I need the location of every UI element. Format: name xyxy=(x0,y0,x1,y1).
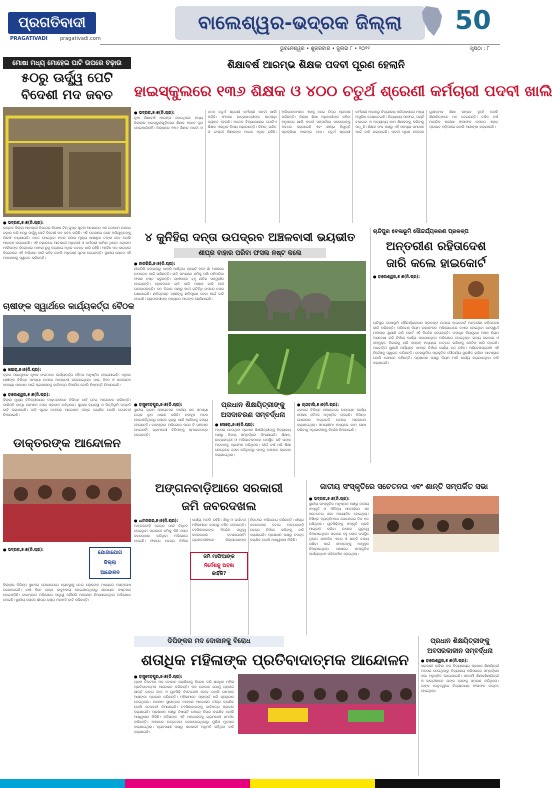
doctor-protest-story xyxy=(3,392,131,542)
farmer-meeting-story xyxy=(3,300,135,390)
elephant-body-text: ନୀଳଗିରି ଜଙ୍ଗଲରୁ ବାହାରି ଆସିଥିବା ଚାରୋଟି ହାତୀ ଗାଁ ଅଞ୍ଚଳରେ ଉପଦ୍ରବ ଜାରି ରଖିଛନ୍ତି। ରାତି ସମୟରେ ଜମିକୁ ପଶି ପନିପରିବା ଫସଲ ନଷ୍ଟ କରୁଛନ୍ତି। ଚାଷୀମାନେ ବହୁ କ୍ଷତିର ସମ୍ମୁଖୀନ ହୋଇଛନ୍ତି। ଲୋକମାନେ ରାତି ଜାଗି ମଶାଲ ଜାଳି ହାତୀ ଘଉଡ଼ାଉଛନ୍ତି। ବନ ବିଭାଗ ପକ୍ଷରୁ ହାତୀ ଗତିବିଧି ଉପରେ ନଜର ରଖାଯାଇଛି। କ୍ଷତିଗ୍ରସ୍ତ ଚାଷୀଙ୍କୁ କ୍ଷତିପୂରଣ ଦେବା ପାଇଁ ଦାବି ହୋଇଛି। ଗ୍ରାମବାସୀଙ୍କ ମଧ୍ୟରେ ଆତଙ୍କ ଖେଳିଯାଇଛି। xyxy=(134,267,224,301)
retirement-body-text: ସରକାରୀ ବାଳିକା ଉଚ୍ଚ ବିଦ୍ୟାଳୟର ପ୍ରଧାନ ଶିକ୍ଷୟିତ୍ରୀ ଅବସର ନେଇଥିବାରୁ ବିଦ୍ୟାଳୟ ପରିସରରେ ସମ୍ବର୍ଦ୍ଧନା ସଭା ଅନୁଷ୍ଠିତ ହୋଇଯାଇଛି। ସହକର୍ମୀ ଶିକ୍ଷକଶିକ୍ଷୟିତ୍ରୀ ଓ ଛାତ୍ରୀମାନେ ତାଙ୍କ ସେବାକୁ ସ୍ମରଣ କରିଥିଲେ। ତାଙ୍କ ନେତୃତ୍ୱରେ ବିଦ୍ୟାଳୟର ଫଳାଫଳ ଉନ୍ନତ ହୋଇଥିଲା। xyxy=(421,664,499,693)
elephant-body-left xyxy=(134,261,224,398)
highcourt-story xyxy=(370,228,498,463)
culture-dateline: ● ଭଦ୍ରକ,୭।୭(ନି.ପ୍ର): xyxy=(309,496,350,501)
lead-kicker: ଶିକ୍ଷାବର୍ଷ ଆରମ୍ଭ ଶିକ୍ଷକ ପଦବୀ ପୂରଣ ହେଲାନି xyxy=(227,60,405,71)
culture-meeting-photo xyxy=(373,496,499,552)
story-body-text: ଜିଲ୍ଲା ମୁଖ୍ୟ ଚିକିତ୍ସାଳୟର ଡାକ୍ତରମାନେ ବିଭିନ୍ନ ଦାବି ନେଇ ଆନ୍ଦୋଳନ କରିଛନ୍ତି। କାଳିପଟି ବାନ୍ଧି ସେମାନେ ସେବା ପ୍ରଦାନ କରିଥିଲେ। ସୁରକ୍ଷା ବ୍ୟବସ୍ଥା ଓ ଭିତ୍ତିଭୂମି ଉନ୍ନତି ଦାବି କରାଯାଇଛି। ଦାବି ପୂରଣ ନହେଲେ ଆନ୍ଦୋଳନ ତୀବ୍ର କରାଯିବ ବୋଲି ଚେତାବନୀ ଦିଆଯାଇଛି। xyxy=(3,398,131,417)
story-dateline: ● ଖଇରା,୭।୭(ନି.ପ୍ର): xyxy=(3,367,42,372)
water-body-text: ସ୍ଥାନୀୟ ଗ୍ରାମ ପଞ୍ଚାୟତରେ ପାନୀୟ ଜଳ ସମସ୍ୟା ଉଗ୍ର ରୂପ ଧାରଣ କରିଛି। ନଳକୂପ ଅଚଳ ହୋଇପଡ଼ିଥିବାରୁ ଲୋକେ ଦୂରରୁ ପାଣି ଆଣିବାକୁ ବାଧ୍ୟ ହେଉଛନ୍ତି। ବାରମ୍ବାର ଅଭିଯୋଗ ପରେ ବି ସମାଧାନ ହୋଇନାହିଁ। ଗ୍ରାମବାସୀ ବିଡିଓଙ୍କୁ ସ୍ମାରକପତ୍ର ଦେଇଛନ୍ତି। xyxy=(134,408,208,437)
retirement-headline-2: ଅବସରକାଳୀନ ସମ୍ବର୍ଦ୍ଧନା xyxy=(427,647,493,655)
anganwadi-body-text: ଅଙ୍ଗନବାଡ଼ି କେନ୍ଦ୍ର ପାଇଁ ଚିହ୍ନଟ ହୋଇଥିବା ସରକାରୀ ଜମିକୁ କିଛି ଲୋକ ଜବରଦଖଲ କରିଥିବା ଅଭିଯୋଗ ହୋଇଛି। ଫଳରେ କେନ୍ଦ୍ର ନିର୍ମାଣ କାର୍ଯ୍ୟ ଅଟକି ରହିଛି। ଶିଶୁ ଓ ଗର୍ଭବତୀ ମହିଳାମାନେ ସେବାରୁ ବଞ୍ଚିତ ହେଉଛନ୍ତି। ତହସିଲଦାରଙ୍କ ନିର୍ଦ୍ଦେଶ ସତ୍ତ୍ୱେ ଜବରଦଖଲ ହଟାଯାଇନାହିଁ। ଗ୍ରାମବାସୀମାନେ ଜିଲ୍ଲାପାଳଙ୍କ ନିକଟରେ ଅଭିଯୋଗ କରିଛନ୍ତି। ଶୀଘ୍ର ଜବରଦଖଲ ହଟାଇ ଅଙ୍ଗନବାଡ଼ି କେନ୍ଦ୍ର ନିର୍ମାଣ କରିବାକୁ ଦାବି କରାଯାଇଛି। ପ୍ରଶାସନ ପକ୍ଷରୁ ତଦନ୍ତ କରାଯିବ ବୋଲି ଆଶ୍ୱାସନା ମିଳିଛି। xyxy=(134,518,304,543)
story-headline-1: ୫୦ରୁ ଊର୍ଦ୍ଧ୍ୱ ପେଟି xyxy=(21,71,113,86)
yog-box-line-2: ଜିଲ୍ଲା xyxy=(103,560,117,566)
story-headline-2: ବିଦେଶୀ ମଦ ଜବତ xyxy=(21,88,113,103)
lead-body xyxy=(134,110,498,223)
highcourt-person-photo xyxy=(453,274,499,319)
elephant-headline: ୪ କୁନିହିରା ଦନ୍ତା ଉପଦ୍ରବ ଅଞ୍ଚଳବାସୀ ଭୟଭୀତ xyxy=(144,230,356,244)
protest-kicker: ଡିପିଙ୍କର ମଦ ଦୋକାନକୁ ବିରୋଧ xyxy=(134,636,284,647)
doctor-protest-photo xyxy=(3,454,131,542)
story-body xyxy=(3,547,87,581)
date-strip xyxy=(100,44,500,53)
culture-body-text: ସ୍ଥାନୀୟ ସାଂସ୍କୃତିକ ଅନୁଷ୍ଠାନ ପକ୍ଷରୁ ଜାତୀୟ ସଂସ୍କୃତି ଓ ଐତିହ୍ୟ ସମ୍ପର୍କରେ ଏକ ସଚେତନତା ସଭା ଆୟୋଜିତ ହୋଇଥିଲା। ବିଶିଷ୍ଟ ବ୍ୟକ୍ତିମାନେ ଯୋଗଦେଇ ନିଜ ମତ ରଖିଥିଲେ। ଯୁବପିଢ଼ିଙ୍କୁ ସଂସ୍କୃତି ପ୍ରତି ଆଗ୍ରହୀ କରିବା ଉପରେ ଗୁରୁତ୍ୱ ଦିଆଯାଇଥିଲା। ସଭାରେ ବହୁ ଲୋକ ଉପସ୍ଥିତ ଥିଲେ। ସାମାଜିକ ଏକତା ଓ ଶାନ୍ତି ବଜାୟ ରଖିବା ପାଇଁ ସମସ୍ତଙ୍କୁ ଆହ୍ୱାନ ଦିଆଯାଇଥିଲା। ଶେଷରେ ସାଂସ୍କୃତିକ କାର୍ଯ୍ୟକ୍ରମ ପରିବେଷିତ ହୋଇଥିଲା। xyxy=(309,502,369,556)
masthead-edition-title: ବାଲେଶ୍ୱର-ଭଦ୍ରକ ଜିଲ୍ଲା xyxy=(175,6,425,40)
anganwadi-headline-1: ଅଙ୍ଗନବାଡ଼ିଆରେ ସରକାରୀ xyxy=(155,481,283,495)
protest-dateline: ● ବାସୁଦେବପୁର,୭।୭(ନି.ପ୍ର): xyxy=(134,674,183,679)
anganwadi-callout-box xyxy=(190,552,248,580)
headmistress-body-text: ଅବସର ନେଉଥିବା ପ୍ରଧାନ ଶିକ୍ଷୟିତ୍ରୀଙ୍କୁ ବିଦ୍ୟାଳୟ ପକ୍ଷରୁ ବିଦାୟ ସମ୍ବର୍ଦ୍ଧନା ଦିଆଯାଇଛି। ଶିକ୍ଷକ, ଛାତ୍ରଛାତ୍ରୀ ଓ ଅଭିଭାବକମାନେ ଉପସ୍ଥିତ ରହି ତାଙ୍କ ଅବଦାନକୁ ପ୍ରଶଂସା କରିଥିଲେ। ଦୀର୍ଘ ବର୍ଷ ଧରି ଶିକ୍ଷା କ୍ଷେତ୍ରରେ ସେବା କରିଥିବାରୁ ତାଙ୍କୁ ଉପହାର ପ୍ରଦାନ କରାଯାଇଥିଲା। xyxy=(215,428,291,457)
anganwadi-headline-2: ଜମି ଜବରଦଖଲ xyxy=(181,499,257,513)
callout-line-1: ଜମି ମାଫିଆଙ୍କ xyxy=(203,554,235,560)
protest-body-text: ଗ୍ରାମ ନିକଟରେ ମଦ ଦୋକାନ ଖୋଲିବାକୁ ବିରୋଧ କରି ଶତାଧିକ ମହିଳା ପ୍ରତିବାଦାତ୍ମକ ଆନ୍ଦୋଳନ କରିଛନ୍ତି। ମଦ ଦୋକାନ ଯୋଗୁଁ ଗ୍ରାମର ଶାନ୍ତି ଭଙ୍ଗ ହେବ ଓ ଯୁବପିଢ଼ି ବିପଥଗାମୀ ହେବେ ବୋଲି ସେମାନେ ଆଶଙ୍କା ପ୍ରକାଶ କରିଛନ୍ତି। ମହିଳାମାନେ ପ୍ଲାକାର୍ଡ ଧରି ସ୍ଲୋଗାନ ଦେଇଥିଲେ। ଦୋକାନ ସ୍ଥାନାନ୍ତର ନହେଲେ ଆନ୍ଦୋଳନ ତୀବ୍ର କରାଯିବ ବୋଲି ଚେତାବନୀ ଦିଆଯାଇଛି। ତହସିଲଦାରଙ୍କୁ ଦାବିପତ୍ର ପ୍ରଦାନ କରାଯାଇଛି। ପ୍ରଶାସନ ପକ୍ଷରୁ ବିଷୟଟି ଉପରେ ବିଚାର କରାଯିବ ବୋଲି ଆଶ୍ୱାସନା ମିଳିଛି। ମହିଳାଙ୍କ ଏହି ଆନ୍ଦୋଳନକୁ ଗ୍ରାମବାସୀ ସମର୍ଥନ କରିଛନ୍ତି। ଅଞ୍ଚଳରେ ଉତ୍ତେଜନା ଦେଖାଦେଇଥିବାରୁ ପୁଲିସ ମୁତୟନ କରାଯାଇଥିଲା। ବ୍ୟବସାୟୀ ପକ୍ଷରୁ ସରକାରୀ ଅନୁମତି ରହିଥିବା ଦାବି କରାଯାଇଛି। xyxy=(134,680,234,734)
color-swatch-cyan xyxy=(0,779,125,788)
headmistress-body xyxy=(215,422,291,477)
protest-photo xyxy=(238,674,416,734)
lead-story xyxy=(134,58,552,223)
yog-box xyxy=(89,547,131,579)
review-dateline: ● ଚାନ୍ଦବାଲି,୭।୭(ନି.ପ୍ର): xyxy=(297,402,339,407)
lead-body-text: ନୂଆ ଶିକ୍ଷାବର୍ଷ ଆରମ୍ଭ ହୋଇଥିଲେ ମଧ୍ୟ ଜିଲ୍ଲାର ହାଇସ୍କୁଲଗୁଡ଼ିକରେ ଶିକ୍ଷକ ଅଭାବ ଦୂର ହୋଇପାରିନାହିଁ। ଜିଲ୍ଲାରେ ୧୩୬ ଶିକ୍ଷକ ପଦବୀ ଓ ୪୦୦ ଚତୁର୍ଥ ଶ୍ରେଣୀ କର୍ମଚାରୀ ପଦବୀ ଖାଲି ପଡ଼ିଛି। ଫଳରେ ଛାତ୍ରଛାତ୍ରୀଙ୍କ ପାଠପଢ଼ା ବ୍ୟାହତ ହେଉଛି। ଅନେକ ବିଦ୍ୟାଳୟରେ ଗୋଟିଏ ଶିକ୍ଷକ ଏକାଧିକ ବିଷୟ ପଢ଼ାଉଛନ୍ତି। ବିଜ୍ଞାନ, ଗଣିତ ଓ ଇଂରାଜୀ ଶିକ୍ଷକଙ୍କ ଅଭାବ ଅଧିକ ରହିଛି। ଅଭିଭାବକମାନେ ଏହାକୁ ନେଇ ଚିନ୍ତା ପ୍ରକାଶ କରିଛନ୍ତି। ଜିଲ୍ଲା ଶିକ୍ଷା ଅଧିକାରୀଙ୍କ କହିବା ଅନୁସାରେ ଖାଲି ପଦବୀ ସମ୍ପର୍କରେ ସରକାରଙ୍କୁ ଅବଗତ କରାଯାଇଛି ଏବଂ ଶୀଘ୍ର ନିଯୁକ୍ତି ପ୍ରକ୍ରିୟା ଆରମ୍ଭ ହେବ। ଚତୁର୍ଥ ଶ୍ରେଣୀ କର୍ମଚାରୀ ଅଭାବରୁ ବିଦ୍ୟାଳୟ ପରିଚାଳନାରେ ମଧ୍ୟ ଅସୁବିଧା ଦେଖାଦେଇଛି। ବିଦ୍ୟାଳୟ ସଫେଇ, ଘଣ୍ଟି ବଜାଇବା ଓ ଅନ୍ୟାନ୍ୟ କାମ ଶିକ୍ଷକଙ୍କୁ କରିବାକୁ ପଡ଼ୁଛି। ଶିକ୍ଷକ ସଂଘ ପକ୍ଷରୁ ଏହି ସମସ୍ୟା ସମାଧାନ ପାଇଁ ଦାବି କରାଯାଇଛି। ପଦବୀ ପୂରଣ ନହେଲେ ଗୁଣାତ୍ମକ ଶିକ୍ଷା ସମ୍ଭବ ନୁହେଁ ବୋଲି ଶିକ୍ଷାବିତ୍‌ମାନେ ମତ ଦେଇଛନ୍ତି। ଚଳିତ ବର୍ଷ ମାଟ୍ରିକ ପରୀକ୍ଷା ଫଳାଫଳ ଉପରେ ଏହାର ପ୍ରଭାବ ପଡ଼ିପାରେ ବୋଲି ଆଶଙ୍କା କରାଯାଉଛି। xyxy=(134,110,498,134)
color-swatch-magenta xyxy=(125,779,250,788)
retirement-story xyxy=(418,636,498,776)
retirement-body xyxy=(421,658,499,776)
lead-headline: ହାଇସ୍କୁଲରେ ୧୩୬ ଶିକ୍ଷକ ଓ ୪୦୦ ଚତୁର୍ଥ ଶ୍ରେଣୀ କର୍ମଚାରୀ ପଦବୀ ଖାଲି xyxy=(134,82,552,100)
masthead-logo-sub: PRAGATIVADI xyxy=(10,36,48,42)
story-dateline: ● ବାଲେଶ୍ୱର,୭।୭(ନି.ପ୍ର): xyxy=(3,392,50,397)
masthead-logo: ପ୍ରଗତିବାଦୀ xyxy=(8,12,96,34)
story-body-text: ବ୍ଲକ ସଭାଗୃହରେ କୃଷକ ସଂଗଠନର କାର୍ଯ୍ୟକର୍ତ୍ତା ବୈଠକ ଅନୁଷ୍ଠିତ ହୋଇଯାଇଛି। ଏଥିରେ ଚାଷୀଙ୍କ ବିଭିନ୍ନ ସମସ୍ୟା ଉପରେ ଆଲୋଚନା କରାଯାଇଥିଲା। ସାର, ବିହନ ଓ ଜଳସେଚନ ସମସ୍ୟା ସମାଧାନ ପାଇଁ ପ୍ରଶାସନକୁ ଦାବିପତ୍ର ଦିଆଯିବ ବୋଲି ନିଷ୍ପତ୍ତି ନିଆଯାଇଛି। xyxy=(3,373,131,387)
headmistress-dateline: ● ସୋରୋ,୭।୭(ନି.ପ୍ର): xyxy=(215,422,255,427)
protest-body-left xyxy=(134,674,234,776)
callout-line-3: କାହିଁକି? xyxy=(211,571,227,577)
color-swatch-yellow xyxy=(250,779,375,788)
story-dateline: ● ଭଦ୍ରକ,୭।୭(ନି.ପ୍ର): xyxy=(3,547,44,552)
liquor-seizure-photo xyxy=(3,107,131,217)
highcourt-kicker: ଚାନ୍ଦିପୁର ବେଳାଭୂମି ସୌନ୍ଦର୍ଯ୍ୟକରଣ ପ୍ରକଳ୍ପ xyxy=(373,229,469,235)
elephant-subhead: ଶୀଘ୍ର ବାହାର ପରିବା ଫସଲ ନଷ୍ଟ କଲେ xyxy=(174,248,326,258)
protest-story xyxy=(134,636,416,776)
story-body xyxy=(3,220,131,296)
headmistress-headline-2: ଅସଦାଚରଣ ସମ୍ବର୍ଦ୍ଧନା xyxy=(220,411,286,419)
registration-footer xyxy=(0,779,500,788)
retirement-headline-1: ପ୍ରଧାନ ଶିକ୍ଷୟିତ୍ରୀଙ୍କୁ xyxy=(430,637,490,645)
water-story xyxy=(134,402,208,477)
culture-headline: ଜାତୀୟ ସଂସ୍କୃତିରେ ସଚେତନତା ଏବଂ ଶାନ୍ତି ସମ୍ପର୍କିତ ସଭା xyxy=(320,482,488,491)
highcourt-dateline: ● ବାଲେଶ୍ୱର,୭।୭(ନି.ପ୍ର): xyxy=(373,274,420,279)
masthead-website[interactable]: pragativadi.com xyxy=(60,36,101,42)
story-dateline: ● ଭଦ୍ରକ,୭।୭(ନି.ପ୍ର): xyxy=(3,220,44,225)
road-story xyxy=(3,545,131,777)
story-body xyxy=(3,392,131,432)
story-body-text: ଭଦ୍ରକ ଜିଲ୍ଲା ଆବକାରୀ ବିଭାଗର ବିଶେଷ ଟିମ୍ ଗୁପ୍ତ ସୂଚନା ଆଧାରରେ ଏକ ଗୋଦାମ ଉପରେ ଚଢ଼ାଉ କରି ୫୦ରୁ ଊର୍ଦ୍ଧ୍ୱ ପେଟି ବିଦେଶୀ ମଦ ଜବତ କରିଛି। ଏହି ଘଟଣାରେ ଜଣେ ଅଭିଯୁକ୍ତଙ୍କୁ ଗିରଫ କରାଯାଇଛି। ଜବତ ହୋଇଥିବା ମଦର ବଜାର ମୂଲ୍ୟ ଲକ୍ଷାଧିକ ଟଙ୍କା ହେବ ବୋଲି ଆକଳନ କରାଯାଉଛି। ଏହି ଚଢ଼ାଉରେ ଆବକାରୀ ଅଧିକାରୀ ଓ କର୍ମଚାରୀ ସାମିଲ ଥିଲେ। ଗୋଦାମ ମାଲିକଙ୍କ ବିରୋଧରେ ମାମଲା ରୁଜୁ କରାଯାଇ ଅଧିକ ତଦନ୍ତ ଜାରି ରହିଛି। ଅବୈଧ ମଦ କାରବାର ବିରୋଧରେ ଏହି ଅଭିଯାନ ଜାରି ରହିବ ବୋଲି ଅଧିକାରୀ ସୂଚନା ଦେଇଛନ୍ତି। ସ୍ଥାନୀୟ ଲୋକେ ଏହି ପଦକ୍ଷେପକୁ ସ୍ୱାଗତ କରିଛନ୍ତି। xyxy=(3,226,131,260)
story-headline: ଚାଷୀଙ୍କ ସ୍ୱାର୍ଥରେ କାର୍ଯ୍ୟକର୍ତ୍ତା ବୈଠକ xyxy=(3,302,135,312)
elephant-photo xyxy=(228,261,366,331)
anganwadi-story xyxy=(134,480,304,635)
meeting-photo xyxy=(3,315,131,365)
odisha-map-icon xyxy=(420,4,446,38)
yog-box-line-3: ଆନ୍ଦୋଳନ xyxy=(100,570,120,576)
anniversary-logo: 50 xyxy=(454,6,492,36)
culture-body-left xyxy=(309,496,369,635)
masthead xyxy=(0,0,500,57)
color-swatch-black xyxy=(375,779,500,788)
liquor-seizure-story xyxy=(3,57,131,297)
review-body-text: ବ୍ଲକର ବିଭିନ୍ନ ପଞ୍ଚାୟତରେ ଉନ୍ନୟନ କାର୍ଯ୍ୟ ସମୀକ୍ଷା ବୈଠକ ଅନୁଷ୍ଠିତ ହୋଇଛି। ବିଭିନ୍ନ ଯୋଜନାର ଅଗ୍ରଗତି ଉପରେ ଆଲୋଚନା କରାଯାଇଥିଲା। ସମୟସୀମା ମଧ୍ୟରେ କାମ ଶେଷ କରିବାକୁ ଅଧିକାରୀଙ୍କୁ ନିର୍ଦ୍ଦେଶ ଦିଆଯାଇଛି। xyxy=(297,408,366,432)
water-dateline: ● ବାସୁଦେବପୁର,୭।୭(ନି.ପ୍ର): xyxy=(134,402,183,407)
culture-story xyxy=(306,480,498,635)
lead-dateline: ● ଭଦ୍ରକ,୭।୭(ନି.ପ୍ର): xyxy=(134,110,175,115)
retirement-dateline: ● ବାଲେଶ୍ୱର,୭।୭(ନି.ପ୍ର): xyxy=(421,658,468,663)
elephant-dateline: ● ନୀଳଗିରି,୭।୭(ନି.ପ୍ର): xyxy=(134,261,176,266)
anganwadi-dateline: ● ଧାମନଗର,୭।୭(ନି.ପ୍ର): xyxy=(134,518,179,523)
headmistress-story xyxy=(212,400,290,477)
callout-line-2: ନିର୍ଦ୍ଦେଶକୁ ଅବଜ୍ଞା xyxy=(203,562,235,569)
review-story xyxy=(294,402,366,477)
highcourt-headline-2: ଜାରି କଲେ ହାଇକୋର୍ଟ xyxy=(386,256,486,270)
highcourt-body: ଚାନ୍ଦିପୁର ବେଳାଭୂମି ସୌନ୍ଦର୍ଯ୍ୟକରଣ ପ୍ରକଳ୍ପ ଉପରେ ହାଇକୋର୍ଟ ଅନ୍ତରୀଣ ରହିତାଦେଶ ଜାରି କରିଛନ୍ତି। ପରିବେଶ ନିୟମ ଉଲ୍ଲଂଘନ ଅଭିଯୋଗରେ ଦାଏର ହୋଇଥିବା ଜନସ୍ୱାର୍ଥ ମାମଲାର ଶୁଣାଣି କରି କୋର୍ଟ ଏହି ନିର୍ଦ୍ଦେଶ ଦେଇଛନ୍ତି। ଉପକୂଳ ନିୟନ୍ତ୍ରଣ ଅଞ୍ଚଳ ନିୟମ ଅଣଦେଖା କରି ନିର୍ମାଣ କାର୍ଯ୍ୟ କରାଯାଉଥିବା ଅଭିଯୋଗ ହୋଇଥିଲା। ରାଜ୍ୟ ସରକାର ଓ ସମ୍ପୃକ୍ତ ବିଭାଗକୁ ଚାରି ସପ୍ତାହ ମଧ୍ୟରେ ଉତ୍ତର ରଖିବାକୁ ନୋଟିସ ଜାରି ହୋଇଛି। ପରବର୍ତ୍ତୀ ଶୁଣାଣି ପର୍ଯ୍ୟନ୍ତ ସମସ୍ତ ନିର୍ମାଣ କାର୍ଯ୍ୟ ବନ୍ଦ ରହିବ। ପରିବେଶପ୍ରେମୀ ଏହି ନିର୍ଦ୍ଦେଶକୁ ସ୍ୱାଗତ କରିଛନ୍ତି। ବେଳାଭୂମିର ପ୍ରାକୃତିକ ସୌନ୍ଦର୍ଯ୍ୟ ସୁରକ୍ଷିତ ରଖିବା ଆବଶ୍ୟକ ବୋଲି ସେମାନେ କହିଛନ୍ତି। ପ୍ରଶାସନ ପକ୍ଷରୁ ନିୟମ ମାନି କାର୍ଯ୍ୟ କରାଯାଉଥିବା ଦାବି କରାଯାଇଛି। xyxy=(373,321,499,365)
story-kicker: ମୋଷା ମଧ୍ୟ ମୋହେଇ ଘାଟି ଉପରେ ଚଢ଼ାଉ xyxy=(3,57,131,69)
story-body-text: ଜିଲ୍ଲାର ବିଭିନ୍ନ ସ୍ଥାନରେ ଯୋଗାଯୋଗ ବ୍ୟବସ୍ଥାକୁ ନେଇ ଲୋକଙ୍କ ମଧ୍ୟରେ ଅସନ୍ତୋଷ ଦେଖାଦେଇଛି। ବର୍ଷା ଦିନେ ରାସ୍ତା କାଦୁଅମୟ ହୋଇଯାଉଥିବାରୁ ଯାତାୟାତ କଷ୍ଟକର ହୋଇପଡ଼ିଛି। ବାରମ୍ବାର ଅଭିଯୋଗ ସତ୍ତ୍ୱେ କୌଣସି ପଦକ୍ଷେପ ନିଆଯାଉନଥିବା ଅଭିଯୋଗ ହୋଇଛି। ସ୍ଥାନୀୟ ଲୋକେ ଶୀଘ୍ର ରାସ୍ତା ମରାମତି ଦାବି କରିଛନ୍ତି। xyxy=(3,583,131,602)
yog-box-line-1: ଯୋଗାଯୋଗ xyxy=(97,550,123,556)
story-headline: ଡାକ୍ତରଙ୍କ ଆନ୍ଦୋଳନ xyxy=(13,436,121,450)
highcourt-body-top xyxy=(373,274,451,319)
date-line: ଭୁବନେଶ୍ୱର • ଶୁକ୍ରବାର • ଜୁଲାଇ ୮ • ୨୦୨୨ xyxy=(280,46,370,52)
story-body xyxy=(3,367,131,390)
crop-damage-photo xyxy=(228,334,366,394)
headmistress-headline-1: ପ୍ରଧାନ ଶିକ୍ଷୟିତ୍ରୀଙ୍କୁ xyxy=(221,401,285,409)
page-number: ପୃଷ୍ଠା : ୮ xyxy=(470,46,490,52)
highcourt-headline-1: ଅନ୍ତରୀଣ ରହିତାଦେଶ xyxy=(385,239,487,253)
protest-headline: ଶତାଧିକ ମହିଳାଙ୍କ ପ୍ରତିବାଦାତ୍ମକ ଆନ୍ଦୋଳନ xyxy=(141,651,409,669)
elephant-story xyxy=(134,228,366,398)
